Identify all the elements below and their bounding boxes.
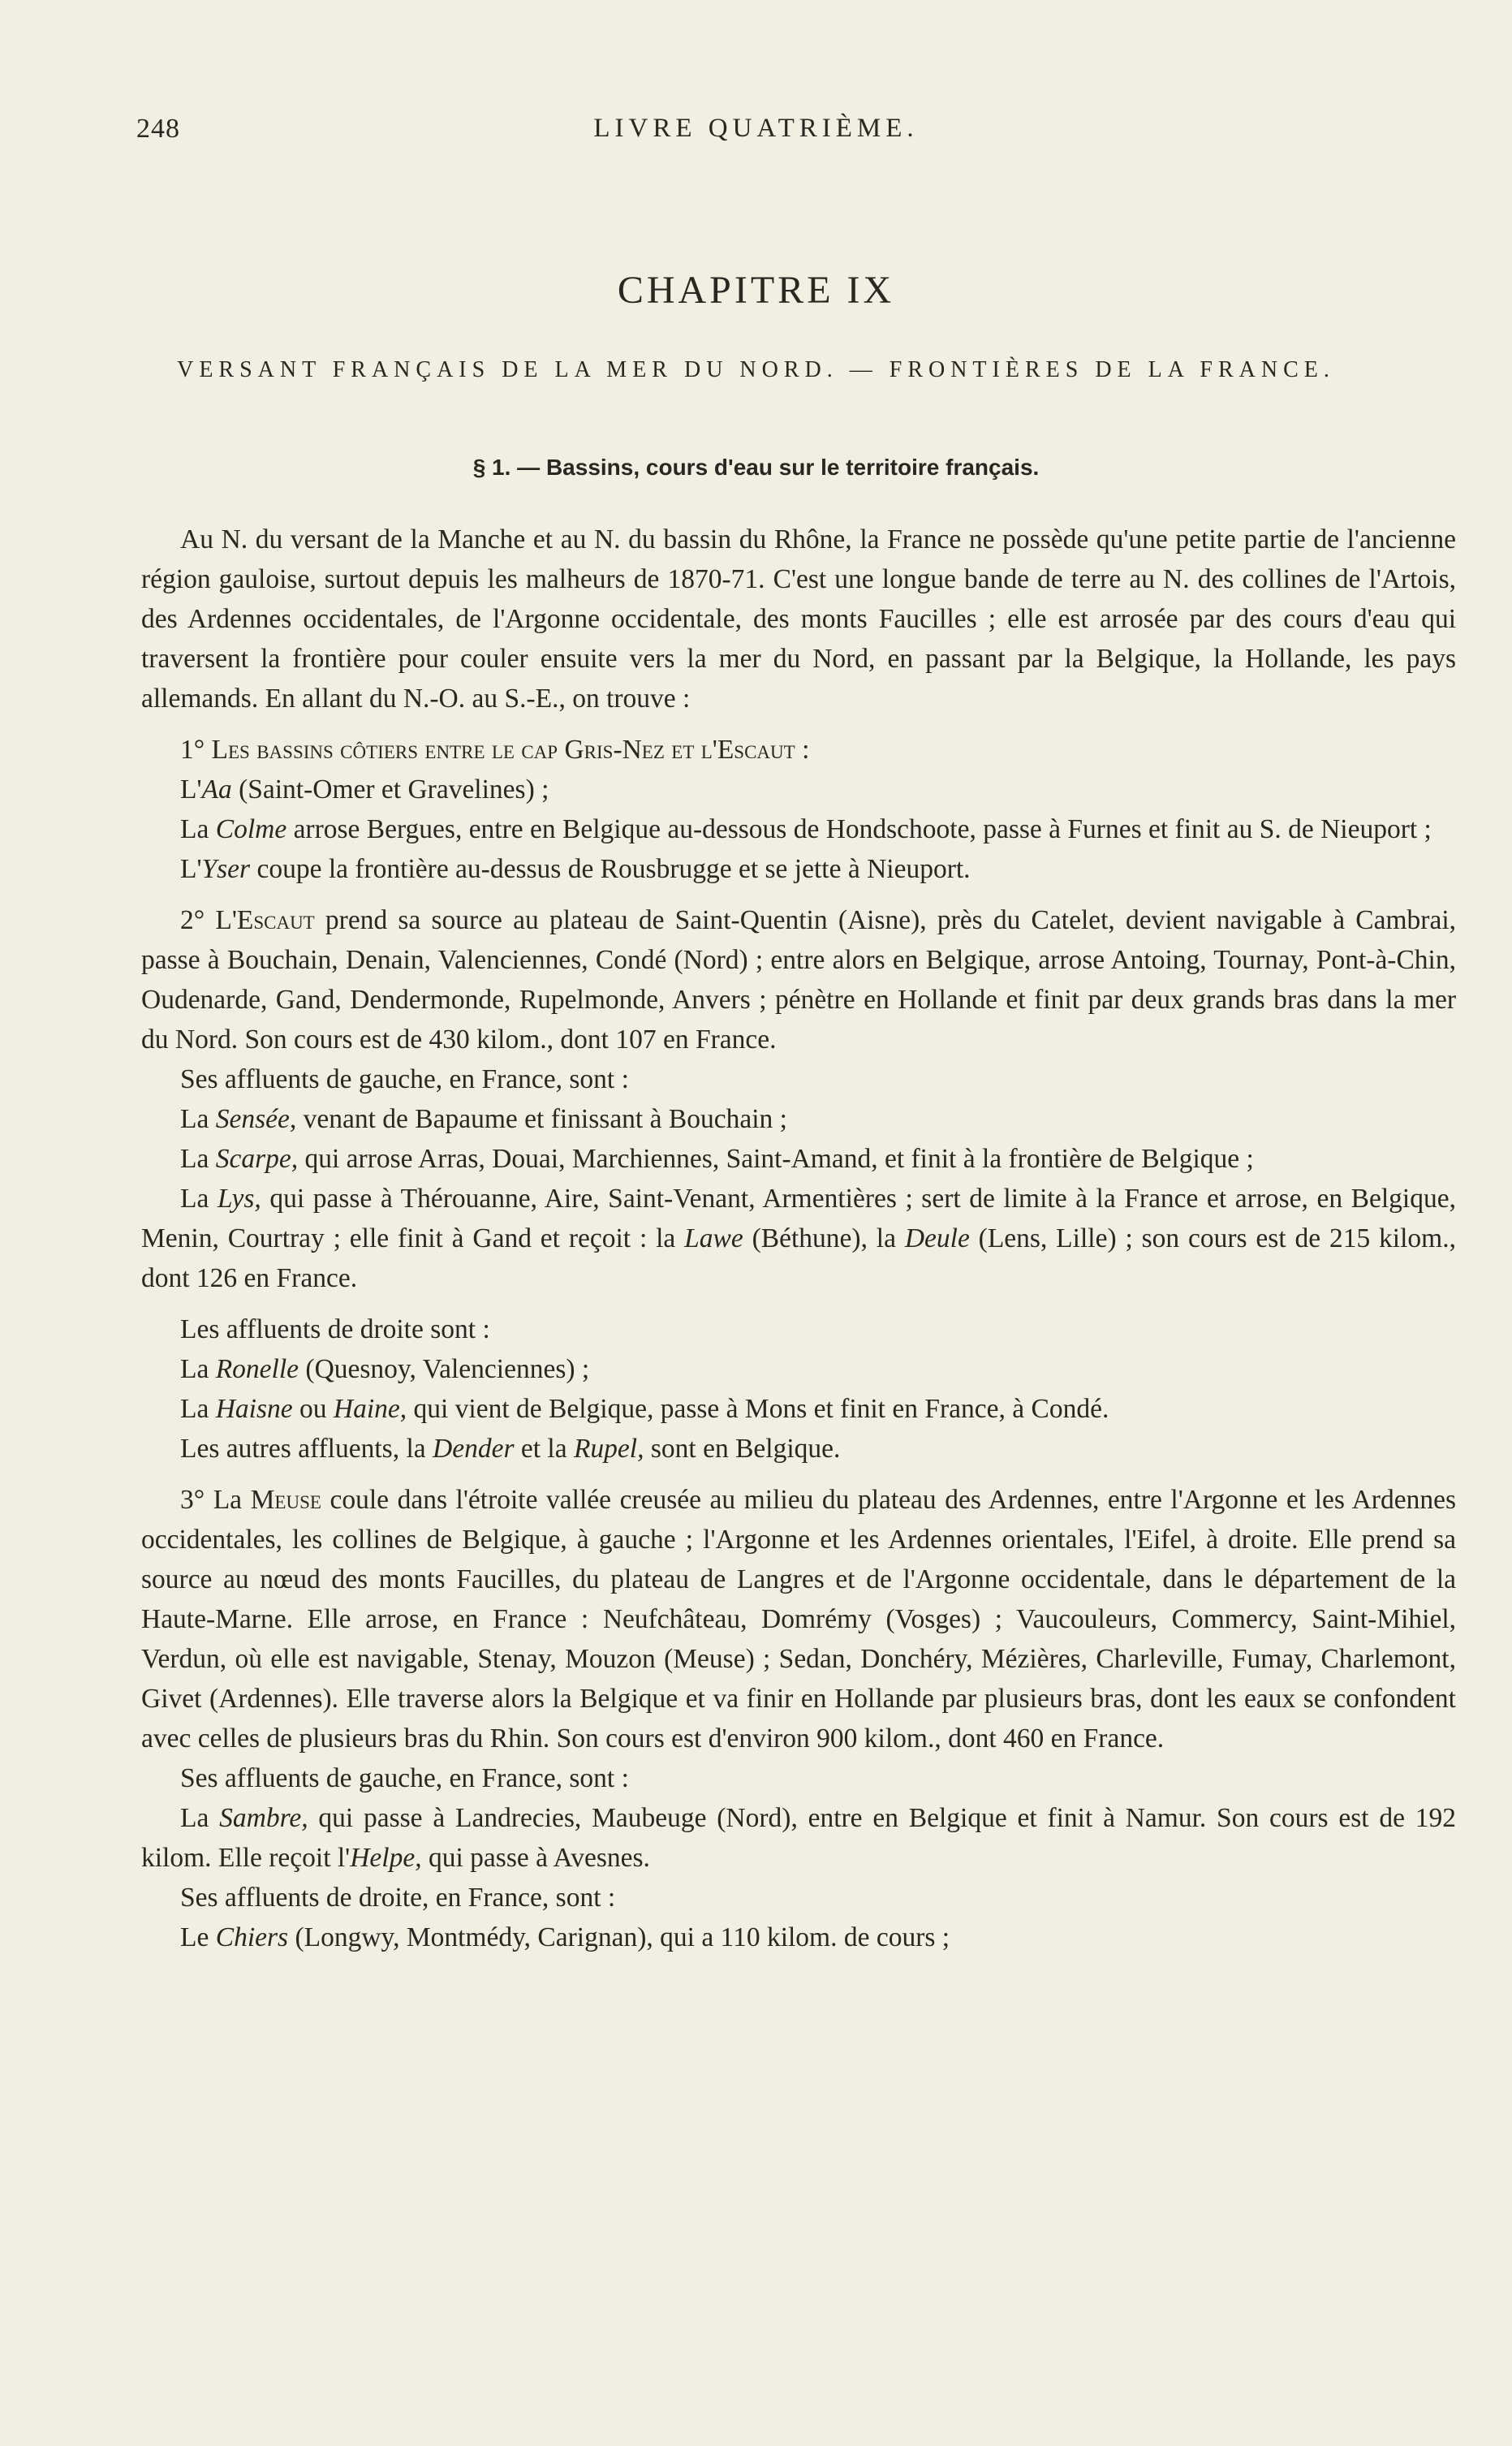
river-rupel-name: Rupel, [573, 1434, 644, 1464]
river-sambre-text-end: qui passe à Avesnes. [421, 1843, 650, 1873]
river-haine-name: Haine, [333, 1394, 407, 1424]
river-others-and: et la [514, 1434, 574, 1464]
river-lys [141, 1179, 1456, 1298]
river-colme-text: arrose Bergues, entre en Belgique au-dessous de Hondschoote, passe à Furnes et finit au S. de Nieuport ; [286, 814, 1432, 844]
meuse-left-intro: Ses affluents de gauche, en France, sont : [180, 1763, 629, 1793]
river-haisne-or: ou [292, 1394, 334, 1424]
river-yser [141, 849, 1456, 889]
river-dender-name: Dender [433, 1434, 515, 1464]
river-scarpe [141, 1139, 1456, 1179]
river-sensee-text: venant de Bapaume et finissant à Bouchain ; [296, 1104, 787, 1134]
river-ronelle-name: Ronelle [215, 1354, 299, 1384]
river-yser-name: Yser [201, 854, 251, 884]
basin-2-number: 2° [180, 905, 205, 935]
river-colme-article: La [180, 814, 216, 844]
basin-3-paragraph [141, 1480, 1456, 1758]
river-sensee-article: La [180, 1104, 216, 1134]
river-sambre-article: La [180, 1803, 220, 1833]
page-header [0, 114, 1512, 154]
river-haisne-name: Haisne [215, 1394, 293, 1424]
river-others [141, 1429, 1456, 1469]
river-aa-text: (Saint-Omer et Gravelines) ; [231, 774, 549, 805]
meuse-right-intro: Ses affluents de droite, en France, sont : [180, 1883, 616, 1913]
river-haisne [141, 1389, 1456, 1429]
river-aa-name: Aa [201, 774, 232, 805]
basin-3-number: 3° [180, 1485, 205, 1515]
river-lys-name: Lys, [217, 1184, 261, 1214]
river-sambre-name: Sambre, [219, 1803, 308, 1833]
river-others-end: sont en Belgique. [644, 1434, 841, 1464]
basin-2-paragraph [141, 900, 1456, 1059]
basin-2-article: L' [205, 905, 237, 935]
river-chiers [141, 1918, 1456, 1957]
river-chiers-article: Le [180, 1922, 216, 1952]
river-scarpe-name: Scarpe, [215, 1144, 299, 1174]
river-aa [141, 770, 1456, 809]
river-colme [141, 809, 1456, 849]
basin-1-title: Les bassins côtiers entre le cap Gris-Nez et l'Escaut [211, 735, 795, 765]
basin-2-river-name: Escaut [236, 905, 315, 935]
intro-paragraph: Au N. du versant de la Manche et au N. du bassin du Rhône, la France ne possède qu'une petite partie de l'ancienne région gauloise, surtout depuis les malheurs de 1870-71. C'est une longue bande de terre au N. des collines de l'Artois, des Ardennes occidentales, de l'Argonne occidentale, des monts Faucilles ; elle est arrosée par des cours d'eau qui traversent la frontière pour couler ensuite vers la mer du Nord, en passant par la Belgique, la Hollande, les pays allemands. En allant du N.-O. au S.-E., on trouve : [141, 524, 1456, 714]
river-lawe-name: Lawe [684, 1223, 743, 1253]
river-chiers-text: (Longwy, Montmédy, Carignan), qui a 110 kilom. de cours ; [288, 1922, 950, 1952]
river-helpe-name: Helpe, [350, 1843, 422, 1873]
river-aa-article: L' [180, 774, 202, 805]
basin-1-heading [141, 730, 1456, 770]
river-deule-name: Deule [904, 1223, 970, 1253]
river-yser-article: L' [180, 854, 202, 884]
basin-3-river-name: Meuse [250, 1485, 321, 1515]
river-colme-name: Colme [215, 814, 287, 844]
chapter-subtitle: VERSANT FRANÇAIS DE LA MER DU NORD. — FRONTIÈRES DE LA FRANCE. [177, 357, 1335, 382]
escaut-right-intro: Les affluents de droite sont : [180, 1314, 490, 1344]
river-ronelle [141, 1349, 1456, 1389]
river-lys-article: La [180, 1184, 218, 1214]
basin-3-text: coule dans l'étroite vallée creusée au milieu du plateau des Ardennes, entre l'Argonne et les Ardennes occidentales, les collines de Belgique, à gauche ; l'Argonne et les Ardennes orientales, l'Eifel, à droite. Elle prend sa source au nœud des monts Faucilles, du plateau de Langres et de l'Argonne occidentale, dans le département de la Haute-Marne. Elle arrose, en France : Neufchâteau, Domrémy (Vosges) ; Vaucouleurs, Commercy, Saint-Mihiel, Verdun, où elle est navigable, Stenay, Mouzon (Meuse) ; Sedan, Donchéry, Mézières, Charleville, Fumay, Charlemont, Givet (Ardennes). Elle traverse alors la Belgique et va finir en Hollande par plusieurs bras, dont les eaux se confondent avec celles de plusieurs bras du Rhin. Son cours est d'environ 900 kilom., dont 460 en France. [141, 1485, 1456, 1754]
river-yser-text: coupe la frontière au-dessus de Rousbrugge et se jette à Nieuport. [250, 854, 971, 884]
river-chiers-name: Chiers [215, 1922, 289, 1952]
basin-2-text: prend sa source au plateau de Saint-Quentin (Aisne), près du Catelet, devient navigable à Cambrai, passe à Bouchain, Denain, Valenciennes, Condé (Nord) ; entre alors en Belgique, arrose Antoing, Tournay, Pont-à-Chin, Oudenarde, Gand, Dendermonde, Rupelmonde, Anvers ; pénètre en Hollande et finit par deux grands bras dans la mer du Nord. Son cours est de 430 kilom., dont 107 en France. [141, 905, 1457, 1055]
river-sensee-name: Sensée, [215, 1104, 297, 1134]
chapter-title: CHAPITRE IX [617, 269, 895, 312]
running-title: LIVRE QUATRIÈME. [593, 114, 919, 143]
escaut-left-intro: Ses affluents de gauche, en France, sont : [180, 1064, 629, 1094]
river-lys-text: qui passe à Thérouanne, Aire, Saint-Venant, Armentières ; sert de limite à la France et arrose, en Belgique, Menin, Courtray ; elle finit à Gand et reçoit : la [141, 1184, 1456, 1253]
basin-1-number: 1° [180, 735, 205, 765]
river-lys-text-2: (Béthune), la [743, 1223, 905, 1253]
river-others-text: Les autres affluents, la [180, 1434, 433, 1464]
river-ronelle-article: La [180, 1354, 216, 1384]
river-sambre [141, 1798, 1456, 1878]
section-heading: § 1. — Bassins, cours d'eau sur le territoire français. [472, 455, 1040, 480]
body-text [141, 520, 1456, 1957]
basin-1-colon: : [795, 735, 810, 765]
river-sambre-text: qui passe à Landrecies, Maubeuge (Nord), entre en Belgique et finit à Namur. Son cours est de 192 kilom. Elle reçoit l' [141, 1803, 1456, 1873]
river-sensee [141, 1099, 1456, 1139]
river-scarpe-text: qui arrose Arras, Douai, Marchiennes, Saint-Amand, et finit à la frontière de Belgique ; [298, 1144, 1254, 1174]
basin-3-article: La [205, 1485, 251, 1515]
river-scarpe-article: La [180, 1144, 216, 1174]
river-lys-text-end: (Lens, Lille) ; son cours est de 215 kilom., dont 126 en France. [141, 1223, 1456, 1293]
river-haisne-text: qui vient de Belgique, passe à Mons et finit en France, à Condé. [407, 1394, 1109, 1424]
river-haisne-article: La [180, 1394, 216, 1424]
river-ronelle-text: (Quesnoy, Valenciennes) ; [299, 1354, 590, 1384]
page-number: 248 [136, 114, 180, 144]
